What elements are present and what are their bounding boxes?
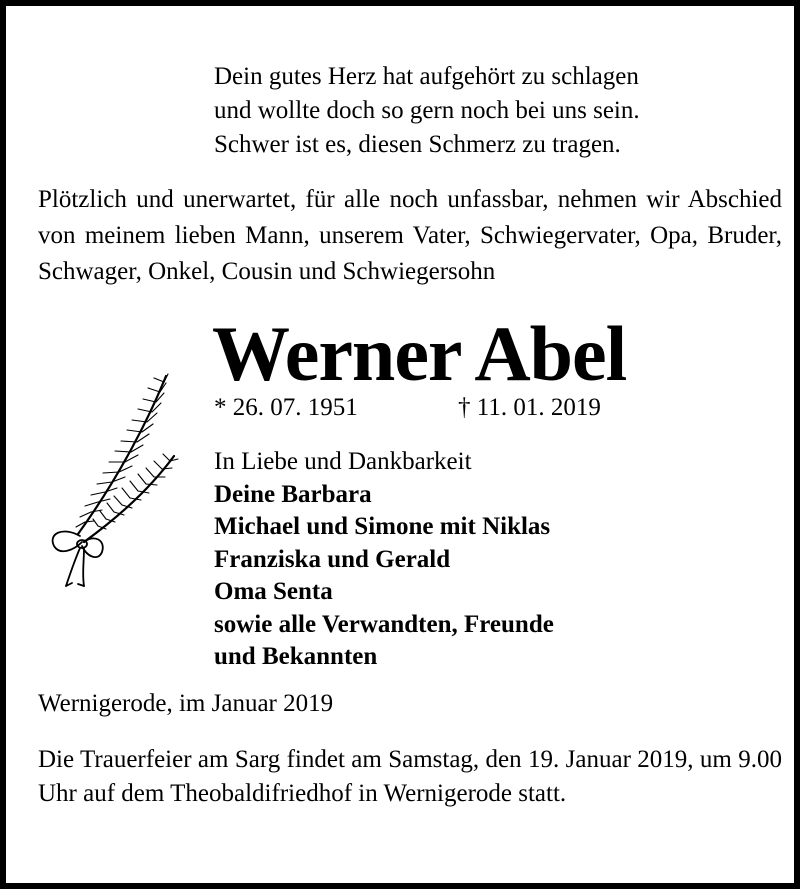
- family-member: Franziska und Gerald: [214, 545, 451, 573]
- family-member: Deine Barbara: [214, 480, 372, 508]
- family-member: und Bekannten: [214, 643, 378, 670]
- poem: [214, 60, 640, 162]
- intro-text: Plötzlich und unerwartet, für alle noch unfassbar, nehmen wir Abschied von meinem lieben Mann, unserem Vater, Schwiegervater, Opa, Bruder, Schwager, Onkel, Cousin und Schwiegersohn: [38, 186, 782, 285]
- fir-branch-with-bow-icon: [40, 366, 180, 591]
- life-dates: [214, 390, 601, 426]
- poem-line: Dein gutes Herz hat aufgehört zu schlagen: [214, 63, 639, 90]
- poem-line: Schwer ist es, diesen Schmerz zu tragen.: [214, 131, 621, 158]
- family-member: Oma Senta: [214, 578, 333, 605]
- deceased-name: Werner Abel: [212, 310, 627, 397]
- place-date: Wernigerode, im Januar 2019: [38, 690, 334, 717]
- family-lead: In Liebe und Dankbarkeit: [214, 448, 472, 475]
- poem-line: und wollte doch so gern noch bei uns sein.: [214, 97, 640, 124]
- family-member: Michael und Simone mit Niklas: [214, 513, 551, 540]
- family-signatures: [214, 446, 554, 674]
- family-member: sowie alle Verwandten, Freunde: [214, 610, 554, 638]
- funeral-service-text: Die Trauerfeier am Sarg findet am Samstag, den 19. Januar 2019, um 9.00 Uhr auf dem Theobaldifriedhof in Wernigerode statt.: [38, 746, 782, 807]
- birth-date: * 26. 07. 1951: [214, 394, 358, 421]
- death-date: † 11. 01. 2019: [458, 394, 601, 421]
